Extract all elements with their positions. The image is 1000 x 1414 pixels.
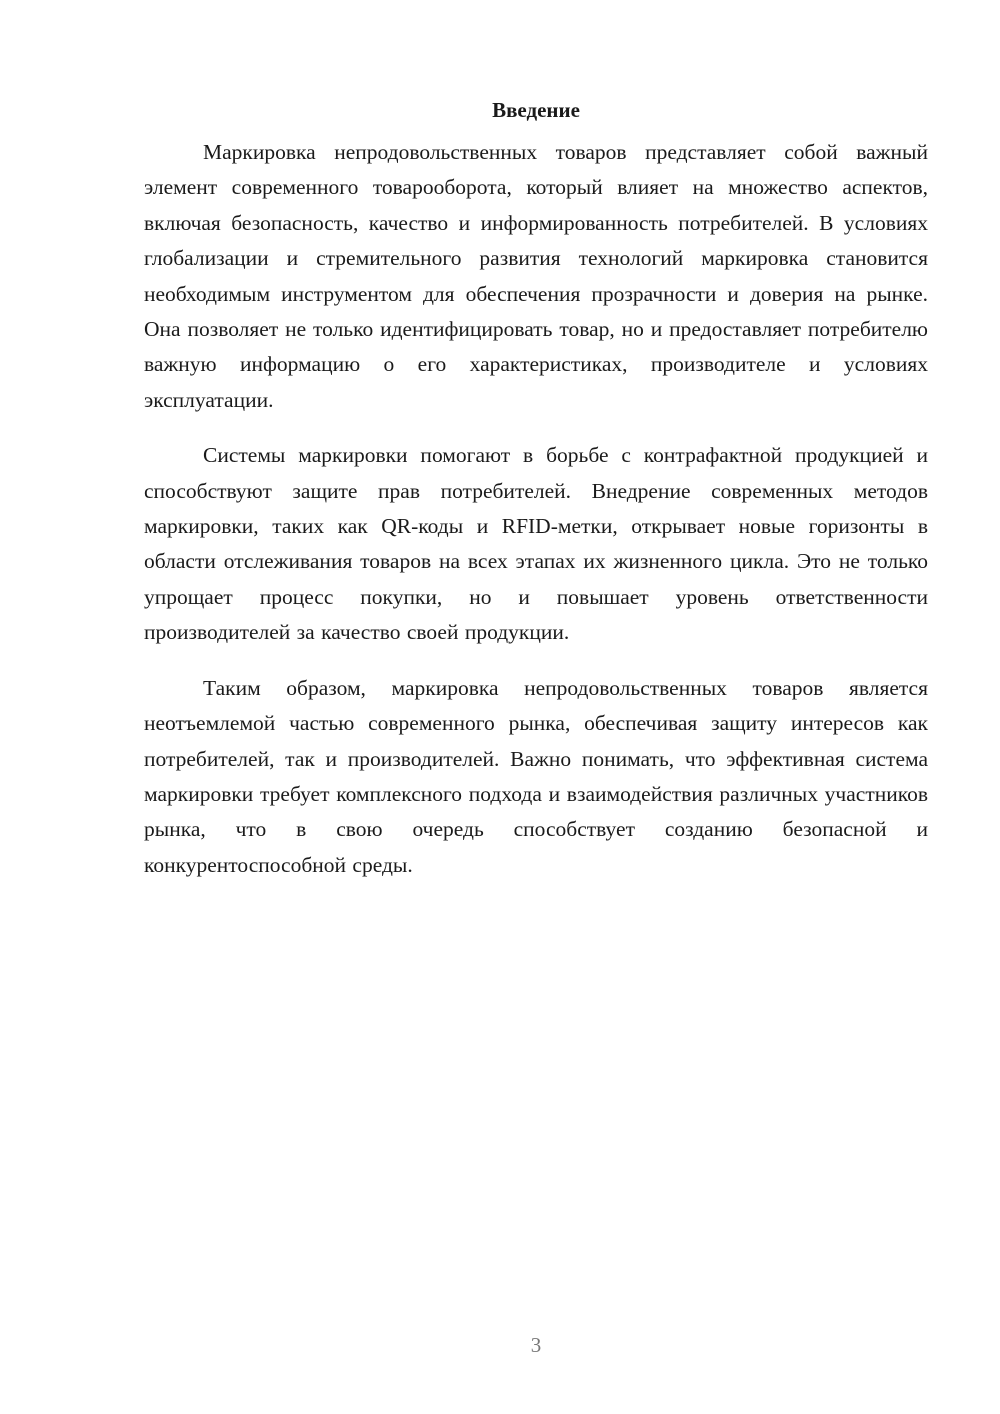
paragraph-systems: Системы маркировки помогают в борьбе с контрафактной продукцией и способствуют защите прав потребителей. Внедрение современных методов маркировки, таких как QR-коды и RFID-метки, открывает новые горизонты в области отслеживания товаров на всех этапах их жизненного цикла. Это не только упрощает процесс покупки, но и повышает уровень ответственности производителей за качество своей продукции. bbox=[144, 443, 928, 645]
paragraph-conclusion: Таким образом, маркировка непродовольственных товаров является неотъемлемой частью современного рынка, обеспечивая защиту интересов как потребителей, так и производителей. Важно понимать, что эффективная система маркировки требует комплексного подхода и взаимодействия различных участников рынка, что в свою очередь способствует созданию безопасной и конкурентоспособной среды. bbox=[144, 675, 928, 877]
section-heading: Введение bbox=[492, 98, 580, 122]
page-content bbox=[144, 95, 928, 903]
paragraph-intro: Маркировка непродовольственных товаров представляет собой важный элемент современного товарооборота, который влияет на множество аспектов, включая безопасность, качество и информированность потребителей. В условиях глобализации и стремительного развития технологий маркировка становится необходимым инструментом для обеспечения прозрачности и доверия на рынке. Она позволяет не только идентифицировать товар, но и предоставляет потребителю важную информацию о его характеристиках, производителе и условиях эксплуатации. bbox=[144, 140, 928, 412]
page-number: 3 bbox=[530, 1333, 542, 1357]
